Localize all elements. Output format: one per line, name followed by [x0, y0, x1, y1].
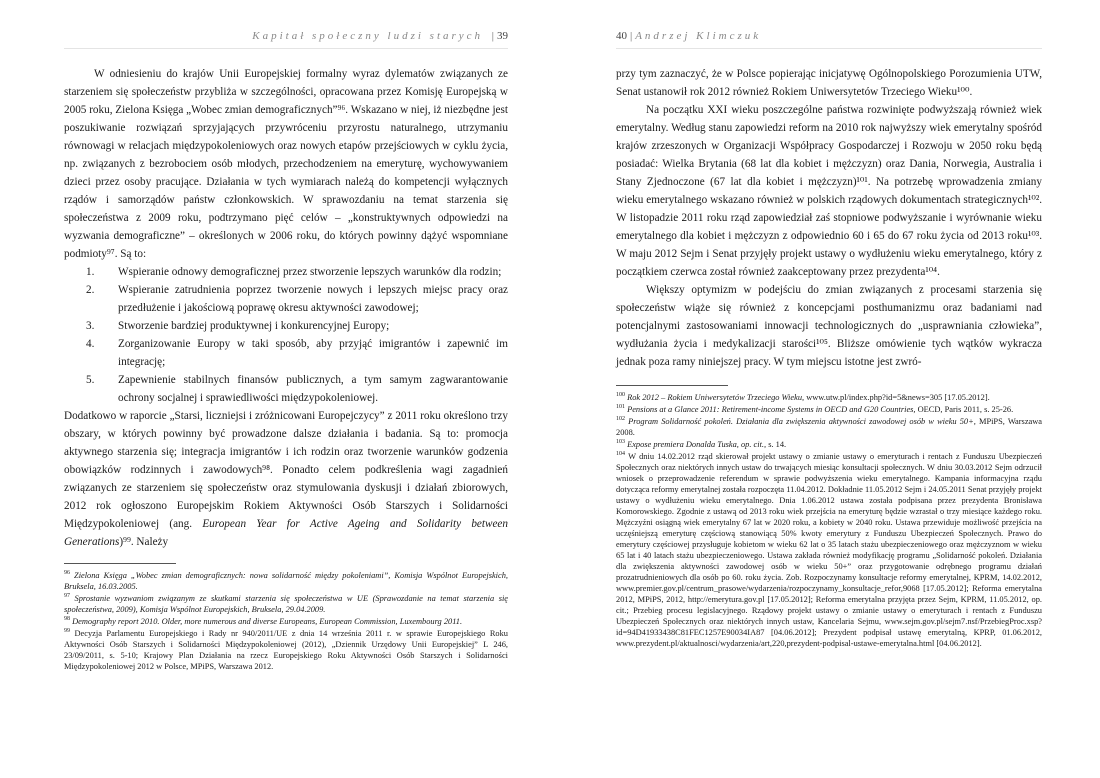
left-paragraph-1: W odniesieniu do krajów Unii Europejskiej formalny wyraz dylematów związanych ze starzeniem się społeczeństw przybliża w szczególności, opracowana przez Komisję Europejską w 2005 roku, Zielona Księga „Wobec zmian demograficznych”⁹⁶. Wskazano w niej, iż niezbędne jest poszukiwanie rozwiązań sprzyjających przywróceniu przyrostu naturalnego, utrzymaniu równowagi w relacjach międzypokoleniowych oraz nowych etapów przejściowych w cyklu życia, np. związanych z bezrobociem osób młodych, przechodzeniem na emeryturę, wychowywaniem dzieci przez osoby pracujące. Działania w tych wymiarach należą do kompetencji wyłącznych rządów i samorządów państw członkowskich. W sprawozdaniu na temat starzenia się społeczeństwa z 2009 roku, podtrzymano pięć celów – „konstruktywnych odpowiedzi na wyzwania demograficzne” – określonych w 2006 roku, do których powinny dążyć wspomniane podmioty⁹⁷. Są to: [64, 68, 508, 260]
left-page-number: 39 [497, 30, 508, 42]
goals-list [64, 263, 508, 407]
footnote-title: Expose premiera Donalda Tuska, op. cit., [627, 440, 767, 449]
right-page-number: 40 [616, 30, 627, 42]
footnote [64, 570, 508, 592]
list-item [64, 281, 508, 317]
right-paragraph-3: Większy optymizm w podejściu do zmian związanych z procesami starzenia się społeczeństw wiąże się również z koncepcjami posthumanizmu oraz badaniami nad potencjalnymi zastosowaniami innowacji technologicznych do „usprawniania człowieka”, wydłużania życia i medykalizacji starości¹⁰⁵. Bliższe omówienie tych wątków wykracza jednak poza ramy niniejszej pracy. W tym miejscu istotne jest zwró- [616, 284, 1042, 368]
footnote-text: W dniu 14.02.2012 rząd skierował projekt ustawy o zmianie ustawy o emeryturach i rentach z Funduszu Ubezpieczeń Społecznych oraz niektórych innych ustaw do trwających miesiąc konsultacji społecznych. W dniu 30.03.2012 Sejm odrzucił wniosek o przeprowadzenie referendum w sprawie podwyższenia wieku emerytalnego. Kampania informacyjna rządu dotycząca reformy emerytalnej została rozpoczęta 11.04.2012. Dokładnie 11.05.2012 Sejm i 24.05.2011 Senat przyjęły projekt ustawy o wydłużeniu wieku emerytalnego. Dnia 1.06.2012 ustawa została podpisana przez prezydenta Bronisława Komorowskiego. Zgodnie z ustawą od 2013 roku wiek przejścia na emeryturę będzie wzrastał o trzy miesiące każdego roku. Mężczyźni osiągną wiek emerytalny 67 lat w 2020 roku, a kobiety w 2040 roku. Ustawa przewiduje możliwość przejścia na uczęśniejszą emeryturę częściową stanowiącą 50% kwoty emerytury z Funduszu Ubezpieczeń Społecznych. Prawo do emerytury częściowej przysługuje kobietom w wieku 62 lat o 35 latach stażu ubezpieczeniowego oraz mężczyznom w wieku 65 lat i 40 latach stażu ubezpieczeniowego. Ustawa zakłada również modyfikację programu „Solidarność pokoleń. Działania dla zwiększenia aktywności zawodowej osób w wieku 50+” oraz przygotowanie odrębnego programu działań prozatrudnieniowych dla osób po 60. roku życia. Zob. Rozpoczynamy konsultacje reformy emerytalnej, KPRM, 14.02.2012, www.premier.gov.pl/centrum_prasowe/wydarzenia/rozpoczynamy_konsultacje_refor,9068 [17.05.2012]; Reforma emerytalna 2012, MPiPS, 2012, http://emerytura.gov.pl [17.05.2012]; Reforma emerytalna przyjęta przez Sejm, KPRM, 11.05.2012, op. cit.; Przebieg procesu legislacyjnego. Rządowy projekt ustawy o zmianie ustawy o emeryturach i rentach z Funduszu Ubezpieczeń Społecznych oraz niektórych innych ustaw, Kancelaria Sejmu, www.sejm.gov.pl/sejm7.nsf/PrzebiegProc.xsp?id=94D41933438C81FEC1257E90034IA87 [04.06.2012]; Prezydent podpisał ustawę emerytalną, KPRP, 01.06.2012, www.prezydent.pl/aktualnosci/wydarzenia/art,220,prezydent-podpisal-ustawe-emerytalna.html [04.06.2012]. [616, 452, 1042, 648]
footnote-text: MPiPS, Warszawa 2008. [616, 417, 1043, 437]
footnote-text: s. 14. [766, 440, 787, 449]
left-running-header [64, 30, 508, 46]
right-body-text [616, 65, 1042, 371]
right-header-title: Andrzej Klimczuk [635, 30, 762, 42]
left-header-separator: | [491, 30, 494, 42]
left-footnote-rule [64, 563, 176, 564]
list-item-number: 3. [86, 320, 95, 332]
left-footnotes [64, 570, 508, 672]
left-paragraph-2-italic: European Year for Active Ageing and Solidarity between Generations [64, 518, 508, 548]
footnote [64, 616, 508, 627]
list-item-number: 2. [86, 284, 95, 296]
list-item-number: 5. [86, 374, 95, 386]
list-item-text: Stworzenie bardziej produktywnej i konkurencyjnej Europy; [118, 320, 390, 332]
right-paragraph-2: Na początku XXI wieku poszczególne państwa rozwinięte podwyższają również wiek emerytalny. Według stanu zapowiedzi reform na 2010 rok najwyższy wiek emerytalny spośród krajów zrzeszonych w Organizacji Współpracy Gospodarczej i Rozwoju w 2050 roku będą posiadać: Wielka Brytania (68 lat dla kobiet i mężczyzn) oraz Dania, Norwegia, Australia i Stany Zjednoczone (67 lat dla kobiet i mężczyzn)¹⁰¹. Na potrzebę wprowadzenia zmiany wieku emerytalnego wskazano również w polskich rządowych dokumentach strategicznych¹⁰². W listopadzie 2011 roku rząd zapowiedział zaś stopniowe podwyższanie i wyrównanie wieku emerytalnego dla kobiet i mężczyzn z odpowiednio 60 i 65 do 67 roku życia od 2013 roku¹⁰³. W maju 2012 Sejm i Senat przyjęły projekt ustawy o wydłużeniu wieku emerytalnego, który z początkiem czerwca został również zaakceptowany przez prezydenta¹⁰⁴. [616, 104, 1042, 278]
footnote [616, 404, 1042, 415]
right-header-rule [616, 48, 1042, 49]
footnote [616, 392, 1042, 403]
list-item-text: Wspieranie odnowy demograficznej przez stworzenie lepszych warunków dla rodzin; [118, 266, 502, 278]
footnote-number: 103 [616, 439, 625, 446]
list-item-text: Zapewnienie stabilnych finansów publicznych, a tym samym zagwarantowanie ochrony socjalnej i sprawiedliwości międzypokoleniowej. [118, 374, 508, 404]
list-item-text: Wspieranie zatrudnienia poprzez tworzenie nowych i lepszych miejsc pracy oraz przedłużenie i jakościową poprawę okresu aktywności zawodowej; [118, 284, 508, 314]
footnote-number: 104 [616, 451, 625, 458]
footnote-text: Decyzja Parlamentu Europejskiego i Rady nr 940/2011/UE z dnia 14 września 2011 r. w sprawie Europejskiego Roku Aktywności Osób Starszych i Solidarności Międzypokoleniowej (2012), „Dziennik Urzędowy Unii Europejskiej” L 246, 23/09/2011, s. 5-10; Krajowy Plan Działania na rzecz Europejskiego Roku Aktywności Osób Starszych i Solidarności Międzypokoleniowej 2012 w Polsce, MPiPS, Warszawa 2012. [64, 629, 508, 671]
list-item-number: 1. [86, 266, 95, 278]
list-item-number: 4. [86, 338, 95, 350]
footnote-title: Pensions at a Glance 2011: Retirement-income Systems in OECD and G20 Countries, [627, 405, 916, 414]
footnote-title: Program Solidarność pokoleń. Działania dla zwiększenia aktywności zawodowej osób w wieku 50+, [628, 417, 976, 426]
footnote [64, 628, 508, 672]
footnote-text: OECD, Paris 2011, s. 25-26. [915, 405, 1014, 414]
footnote-number: 98 [64, 616, 70, 623]
right-header-separator: | [630, 30, 633, 42]
footnote-text: Demography report 2010. Older, more numerous and diverse Europeans, European Commission, Luxembourg 2011. [72, 617, 463, 626]
footnote-text: Sprostanie wyzwaniom związanym ze skutkami starzenia się społeczeństwa w UE (Sprawozdanie na temat starzenia się społeczeństwa, 2009), Komisja Wspólnot Europejskich, Bruksela, 29.04.2009. [64, 594, 508, 614]
footnote-number: 96 [64, 570, 70, 577]
left-body-text [64, 65, 508, 551]
left-paragraph-2-start: Dodatkowo w raporcie „Starsi, liczniejsi i zróżnicowani Europejczycy” z 2011 roku określono trzy obszary, w których powinny być prowadzone dalsze działania i badania. Są to: promocja aktywnego starzenia się; integracja imigrantów i ich rodzin oraz tworzenie warunków godzenia obowiązków rodzinnych i zawodowych⁹⁸. Ponadto celem podkreślenia wagi zagadnień związanych ze starzeniem się społeczeństw oraz stymulowania dyskusji i działań zbiorowych, 2012 rok ogłoszono Europejskim Rokiem Aktywności Osób Starszych i Solidarności Międzypokoleniowej (ang. [64, 410, 508, 530]
list-item [64, 335, 508, 371]
footnote-title: Rok 2012 – Rokiem Uniwersytetów Trzeciego Wieku, [627, 393, 805, 402]
left-header-rule [64, 48, 508, 49]
list-item [64, 371, 508, 407]
footnote-text: www.utw.pl/index.php?id=5&news=305 [17.05.2012]. [804, 393, 990, 402]
list-item [64, 317, 508, 335]
left-paragraph-2 [64, 407, 508, 551]
footnote [616, 416, 1042, 438]
footnote-text: Zielona Księga „Wobec zmian demograficznych: nowa solidarność między pokoleniami”, Komisja Wspólnot Europejskich, Bruksela, 16.03.2005. [64, 571, 509, 591]
right-footnotes [616, 392, 1042, 649]
footnote-number: 97 [64, 593, 70, 600]
left-header-title: Kapitał społeczny ludzi starych [252, 30, 484, 42]
footnote [616, 451, 1042, 649]
footnote-number: 100 [616, 392, 625, 399]
footnote [616, 439, 1042, 450]
footnote-number: 99 [64, 628, 70, 635]
footnote-number: 102 [616, 416, 625, 423]
footnote-number: 101 [616, 404, 625, 411]
footnote [64, 593, 508, 615]
list-item-text: Zorganizowanie Europy w taki sposób, aby przyjąć imigrantów i zapewnić im integrację; [118, 338, 508, 368]
list-item [64, 263, 508, 281]
right-paragraph-1: przy tym zaznaczyć, że w Polsce popierając inicjatywę Ogólnopolskiego Porozumienia UTW, Senat ustanowił rok 2012 również Rokiem Uniwersytetów Trzeciego Wieku¹⁰⁰. [616, 68, 1042, 98]
right-page [550, 0, 1100, 778]
right-footnote-rule [616, 385, 728, 386]
left-paragraph-2-end: )⁹⁹. Należy [119, 536, 169, 548]
right-running-header [616, 30, 1042, 46]
